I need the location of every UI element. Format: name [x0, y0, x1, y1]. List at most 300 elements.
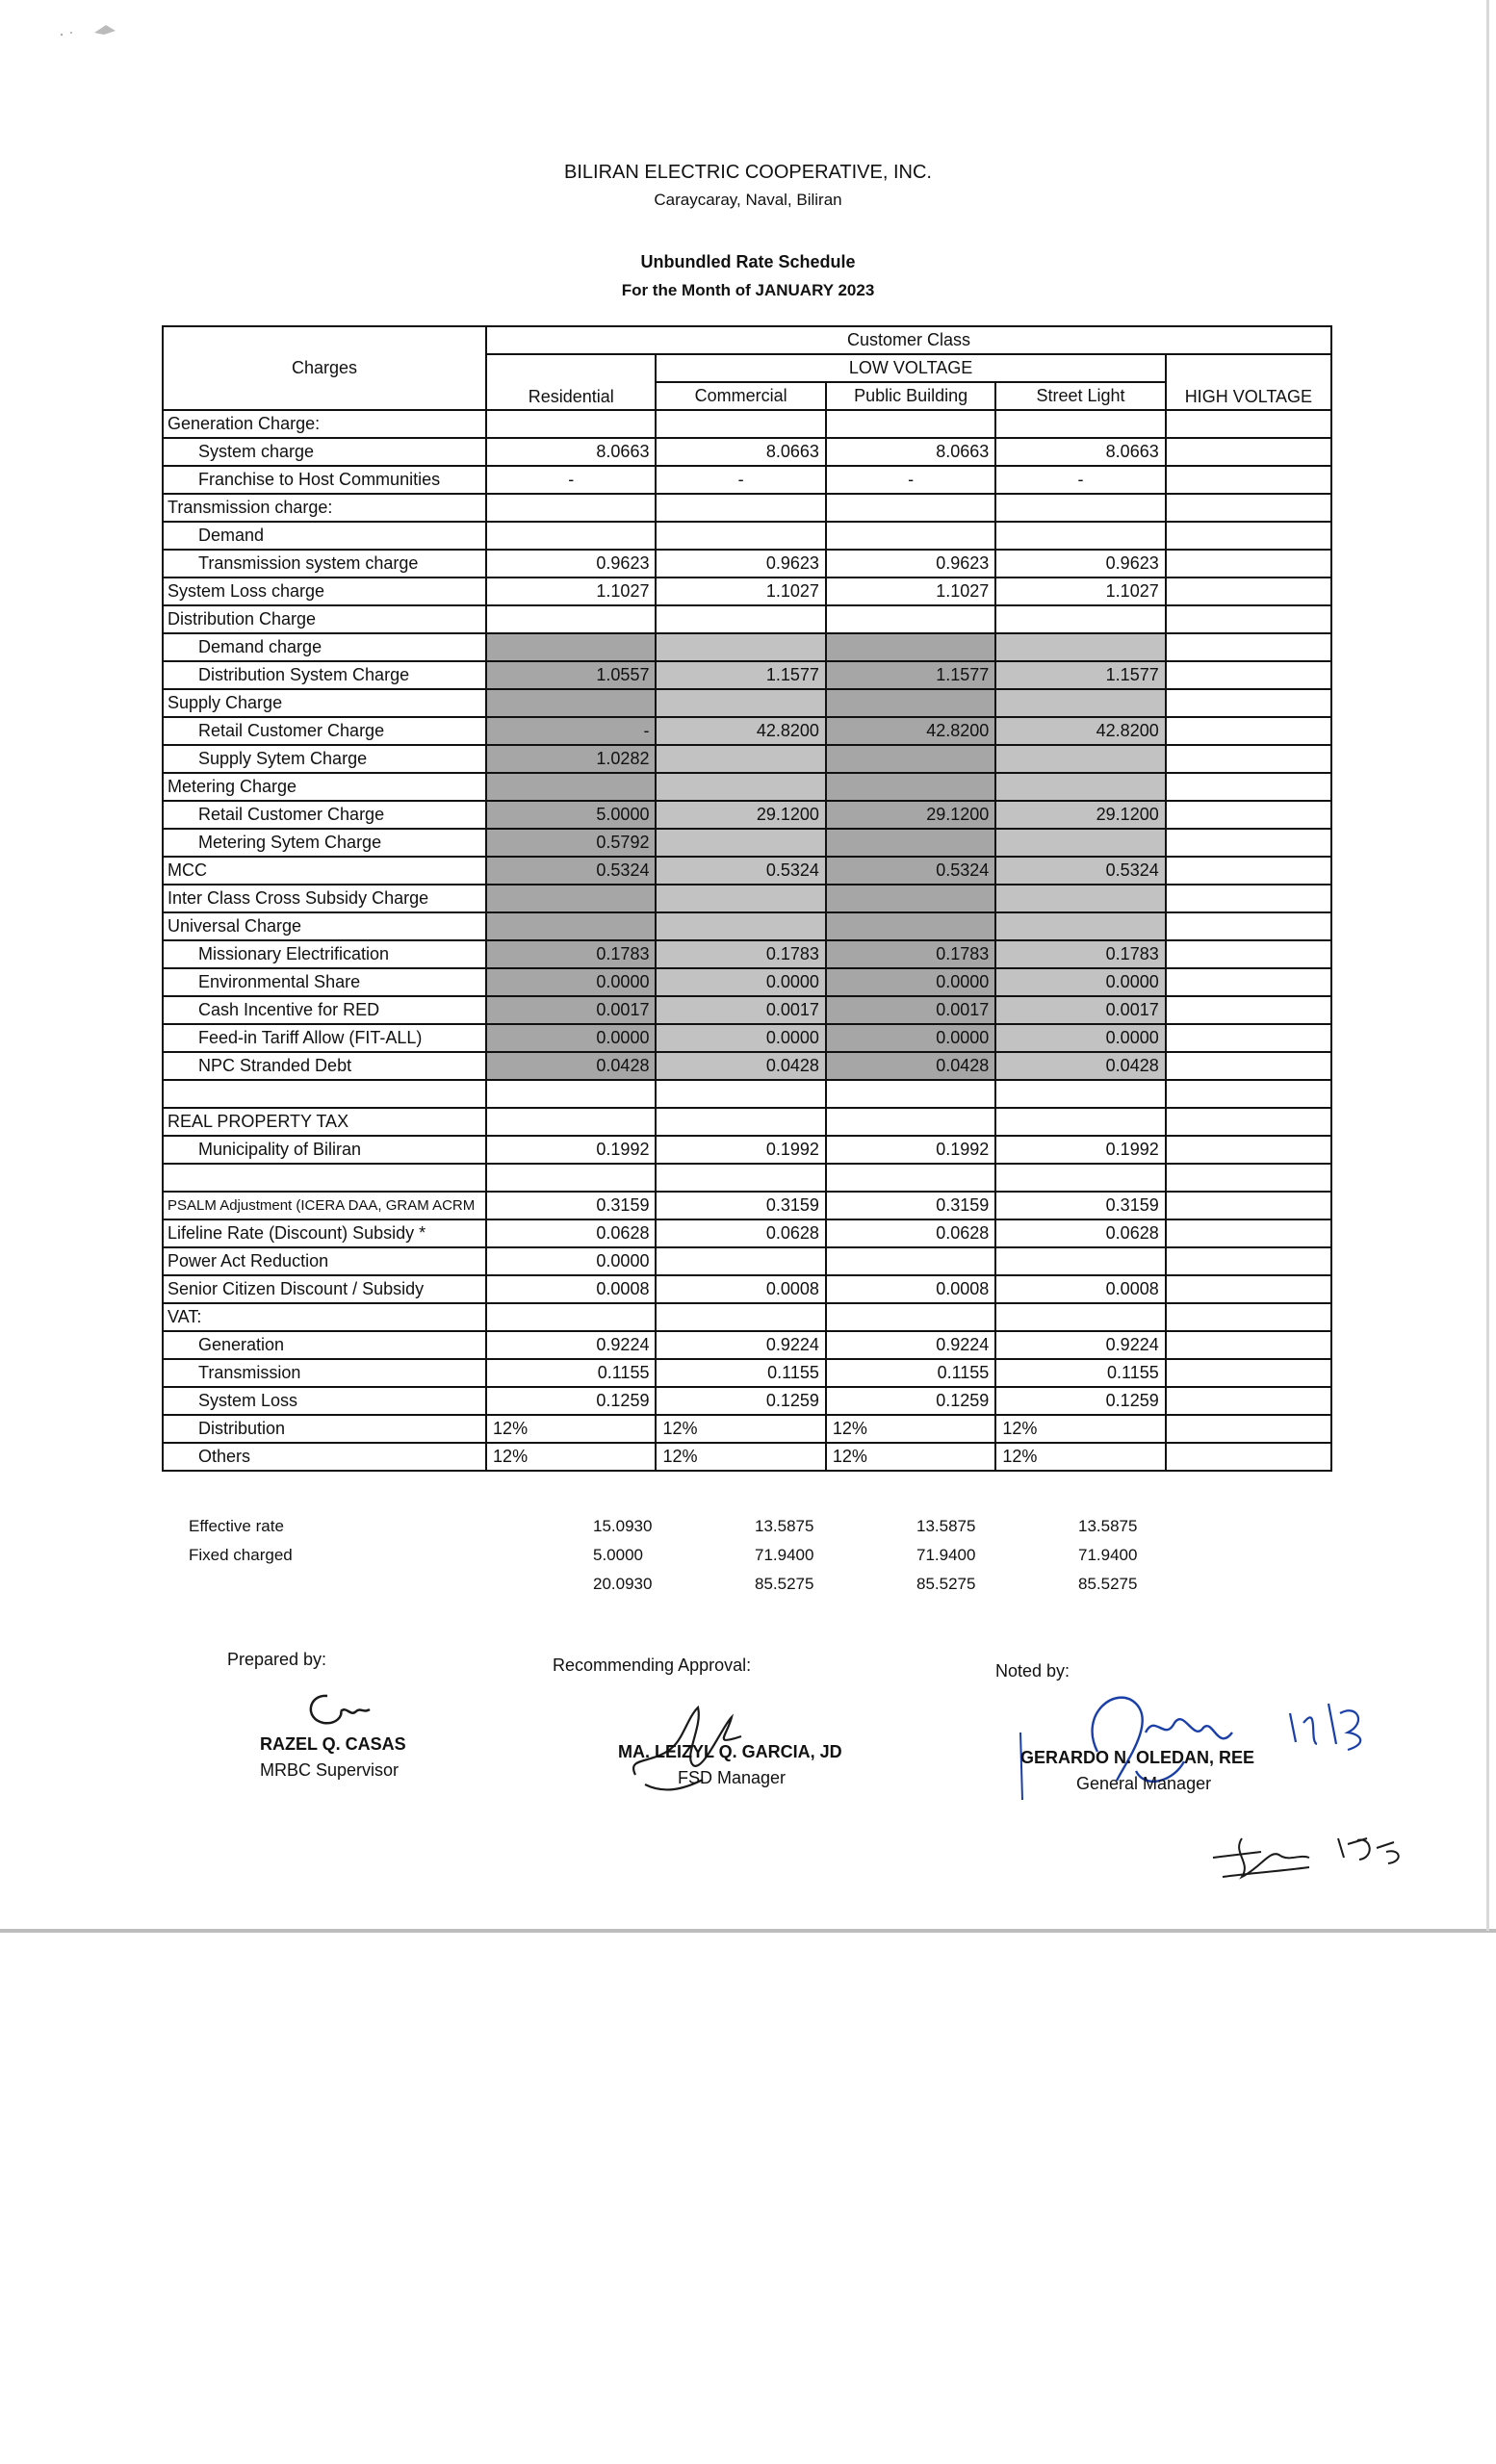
- noted-by-name-block: [1020, 1748, 1254, 1794]
- charge-label: System charge: [163, 438, 486, 466]
- fixed-charged-commercial: 71.9400: [755, 1546, 814, 1564]
- customer-class-header: Customer Class: [486, 326, 1331, 354]
- rate-cell-street-light: [995, 605, 1165, 633]
- col-header-commercial: Commercial: [656, 382, 825, 410]
- rate-cell-commercial: [656, 605, 825, 633]
- rate-cell-public-building: [826, 745, 995, 773]
- rate-cell-public-building: 0.0017: [826, 996, 995, 1024]
- rate-cell-commercial: [656, 912, 825, 940]
- rate-cell-public-building: 29.1200: [826, 801, 995, 829]
- rate-cell-residential: [486, 522, 656, 550]
- company-name: BILIRAN ELECTRIC COOPERATIVE, INC.: [564, 162, 932, 183]
- rate-cell-residential: 0.1783: [486, 940, 656, 968]
- rate-cell-high-voltage: [1166, 1331, 1331, 1359]
- fixed-charged-label: Fixed charged: [189, 1546, 293, 1564]
- rate-cell-high-voltage: [1166, 1080, 1331, 1108]
- rate-cell-public-building: 12%: [826, 1443, 995, 1471]
- low-voltage-header: LOW VOLTAGE: [656, 354, 1165, 382]
- rate-cell-street-light: [995, 689, 1165, 717]
- rate-cell-street-light: 0.1992: [995, 1136, 1165, 1164]
- rate-cell-public-building: 0.1155: [826, 1359, 995, 1387]
- rate-cell-residential: [486, 494, 656, 522]
- rate-cell-street-light: 0.0000: [995, 968, 1165, 996]
- rate-cell-high-voltage: [1166, 522, 1331, 550]
- document-period: For the Month of JANUARY 2023: [621, 281, 875, 299]
- table-row: [163, 578, 1331, 605]
- table-row: [163, 438, 1331, 466]
- rate-cell-street-light: 0.0008: [995, 1275, 1165, 1303]
- rate-cell-high-voltage: [1166, 578, 1331, 605]
- rate-cell-high-voltage: [1166, 1275, 1331, 1303]
- effective-rate-residential: 15.0930: [593, 1517, 653, 1535]
- rate-cell-commercial: 0.1259: [656, 1387, 825, 1415]
- table-row: [163, 1136, 1331, 1164]
- rate-cell-public-building: 12%: [826, 1415, 995, 1443]
- table-row: [163, 1359, 1331, 1387]
- table-row: [163, 1080, 1331, 1108]
- table-row: [163, 1108, 1331, 1136]
- charge-label: Supply Sytem Charge: [163, 745, 486, 773]
- rate-cell-street-light: 0.0017: [995, 996, 1165, 1024]
- table-row: [163, 1415, 1331, 1443]
- rate-cell-high-voltage: [1166, 633, 1331, 661]
- rate-cell-commercial: [656, 829, 825, 857]
- charge-label: PSALM Adjustment (ICERA DAA, GRAM ACRM: [163, 1192, 486, 1219]
- rate-cell-commercial: [656, 689, 825, 717]
- rate-cell-residential: 8.0663: [486, 438, 656, 466]
- fixed-charged-residential: 5.0000: [593, 1546, 643, 1564]
- rate-cell-residential: -: [486, 717, 656, 745]
- rate-cell-street-light: 0.1783: [995, 940, 1165, 968]
- rate-cell-residential: 0.0008: [486, 1275, 656, 1303]
- table-row: [163, 1024, 1331, 1052]
- rate-cell-public-building: [826, 1164, 995, 1192]
- rate-cell-street-light: 0.1155: [995, 1359, 1165, 1387]
- fixed-charged-public-building: 71.9400: [916, 1546, 976, 1564]
- charge-label: Power Act Reduction: [163, 1247, 486, 1275]
- rate-cell-public-building: [826, 829, 995, 857]
- rate-cell-residential: 0.0017: [486, 996, 656, 1024]
- rate-cell-street-light: [995, 1303, 1165, 1331]
- charge-label: Generation Charge:: [163, 410, 486, 438]
- rate-cell-street-light: [995, 885, 1165, 912]
- rate-cell-public-building: 8.0663: [826, 438, 995, 466]
- rate-cell-residential: 1.1027: [486, 578, 656, 605]
- rate-cell-public-building: 0.9224: [826, 1331, 995, 1359]
- rate-cell-public-building: 0.0000: [826, 1024, 995, 1052]
- rate-cell-residential: 0.9224: [486, 1331, 656, 1359]
- charge-label: Transmission: [163, 1359, 486, 1387]
- rate-cell-residential: [486, 1080, 656, 1108]
- prepared-by-name-block: [260, 1734, 406, 1781]
- rate-cell-street-light: [995, 1164, 1165, 1192]
- rate-cell-residential: [486, 605, 656, 633]
- charge-label: Distribution Charge: [163, 605, 486, 633]
- rate-cell-high-voltage: [1166, 745, 1331, 773]
- table-row: [163, 745, 1331, 773]
- charge-label: NPC Stranded Debt: [163, 1052, 486, 1080]
- rate-cell-high-voltage: [1166, 912, 1331, 940]
- rate-cell-public-building: [826, 410, 995, 438]
- rate-cell-commercial: 0.0000: [656, 968, 825, 996]
- rate-table-body: [163, 410, 1331, 1471]
- effective-rate-street-light: 13.5875: [1078, 1517, 1138, 1535]
- rate-cell-street-light: [995, 912, 1165, 940]
- document-title: Unbundled Rate Schedule: [640, 252, 856, 271]
- rate-cell-street-light: [995, 1247, 1165, 1275]
- table-row: [163, 410, 1331, 438]
- rate-cell-public-building: 0.3159: [826, 1192, 995, 1219]
- table-row: [163, 1164, 1331, 1192]
- rate-cell-commercial: 0.1155: [656, 1359, 825, 1387]
- rate-cell-street-light: [995, 773, 1165, 801]
- col-header-street-light: Street Light: [995, 382, 1165, 410]
- charge-label: Lifeline Rate (Discount) Subsidy *: [163, 1219, 486, 1247]
- charges-header: Charges: [163, 326, 486, 410]
- rate-cell-commercial: 0.1783: [656, 940, 825, 968]
- effective-rate-public-building: 13.5875: [916, 1517, 976, 1535]
- table-row: [163, 1275, 1331, 1303]
- rate-cell-high-voltage: [1166, 410, 1331, 438]
- rate-cell-public-building: 0.0428: [826, 1052, 995, 1080]
- rate-cell-commercial: 12%: [656, 1443, 825, 1471]
- rate-cell-commercial: [656, 633, 825, 661]
- rate-cell-public-building: 0.1783: [826, 940, 995, 968]
- total-row: [162, 1575, 1332, 1604]
- rate-cell-commercial: 12%: [656, 1415, 825, 1443]
- rate-cell-commercial: 0.0000: [656, 1024, 825, 1052]
- charge-label: Metering Sytem Charge: [163, 829, 486, 857]
- rate-cell-high-voltage: [1166, 438, 1331, 466]
- prepared-by-name: RAZEL Q. CASAS: [260, 1734, 406, 1754]
- rate-cell-high-voltage: [1166, 801, 1331, 829]
- rate-cell-commercial: 0.1992: [656, 1136, 825, 1164]
- rate-cell-public-building: [826, 605, 995, 633]
- charge-label: [163, 1080, 486, 1108]
- rate-cell-high-voltage: [1166, 1108, 1331, 1136]
- rate-cell-residential: [486, 1303, 656, 1331]
- prepared-by-label: Prepared by:: [227, 1650, 327, 1669]
- rate-cell-public-building: 0.0008: [826, 1275, 995, 1303]
- table-row: [163, 717, 1331, 745]
- charge-label: Demand charge: [163, 633, 486, 661]
- rate-cell-public-building: 0.1992: [826, 1136, 995, 1164]
- rate-cell-high-voltage: [1166, 829, 1331, 857]
- rate-cell-residential: 12%: [486, 1443, 656, 1471]
- rate-cell-residential: 0.1155: [486, 1359, 656, 1387]
- rate-cell-high-voltage: [1166, 1247, 1331, 1275]
- rate-cell-street-light: 1.1577: [995, 661, 1165, 689]
- rate-cell-high-voltage: [1166, 717, 1331, 745]
- rate-cell-high-voltage: [1166, 857, 1331, 885]
- noted-by-label: Noted by:: [995, 1661, 1070, 1681]
- table-row: [163, 661, 1331, 689]
- rate-cell-street-light: [995, 1080, 1165, 1108]
- rate-cell-commercial: [656, 773, 825, 801]
- rate-cell-high-voltage: [1166, 996, 1331, 1024]
- rate-cell-residential: 0.0428: [486, 1052, 656, 1080]
- rate-cell-commercial: 0.0428: [656, 1052, 825, 1080]
- rate-cell-commercial: [656, 745, 825, 773]
- effective-rate-label: Effective rate: [189, 1517, 284, 1535]
- total-residential: 20.0930: [593, 1575, 653, 1593]
- rate-cell-street-light: 0.0000: [995, 1024, 1165, 1052]
- rate-cell-residential: 0.0628: [486, 1219, 656, 1247]
- company-address: Caraycaray, Naval, Biliran: [654, 191, 842, 209]
- rate-cell-street-light: 42.8200: [995, 717, 1165, 745]
- table-row: [163, 1443, 1331, 1471]
- charge-label: Generation: [163, 1331, 486, 1359]
- rate-cell-street-light: 12%: [995, 1415, 1165, 1443]
- rate-cell-commercial: 0.0628: [656, 1219, 825, 1247]
- prepared-by-block: [227, 1650, 326, 1670]
- table-row: [163, 605, 1331, 633]
- table-row: [163, 940, 1331, 968]
- charge-label: Transmission system charge: [163, 550, 486, 578]
- rate-cell-commercial: 0.0017: [656, 996, 825, 1024]
- rate-cell-high-voltage: [1166, 1192, 1331, 1219]
- rate-cell-public-building: 1.1577: [826, 661, 995, 689]
- rate-cell-commercial: [656, 1247, 825, 1275]
- effective-rate-row: [162, 1517, 1332, 1546]
- noted-by-position: General Manager: [1076, 1774, 1212, 1793]
- charge-label: Feed-in Tariff Allow (FIT-ALL): [163, 1024, 486, 1052]
- table-row: [163, 801, 1331, 829]
- rate-cell-high-voltage: [1166, 1387, 1331, 1415]
- rate-cell-public-building: 0.5324: [826, 857, 995, 885]
- rate-cell-public-building: [826, 1303, 995, 1331]
- col-header-public-building: Public Building: [826, 382, 995, 410]
- table-row: [163, 1303, 1331, 1331]
- rate-cell-residential: [486, 773, 656, 801]
- rate-cell-commercial: 29.1200: [656, 801, 825, 829]
- rate-cell-street-light: 0.9623: [995, 550, 1165, 578]
- rate-cell-residential: [486, 633, 656, 661]
- table-row: [163, 996, 1331, 1024]
- charge-label: Universal Charge: [163, 912, 486, 940]
- charge-label: Franchise to Host Communities: [163, 466, 486, 494]
- rate-cell-street-light: 0.3159: [995, 1192, 1165, 1219]
- rate-cell-public-building: 0.9623: [826, 550, 995, 578]
- rate-cell-residential: 0.5792: [486, 829, 656, 857]
- table-row: [163, 689, 1331, 717]
- rate-cell-public-building: 0.0628: [826, 1219, 995, 1247]
- charge-label: Cash Incentive for RED: [163, 996, 486, 1024]
- rate-cell-residential: [486, 1108, 656, 1136]
- rate-cell-residential: [486, 885, 656, 912]
- rate-cell-commercial: 0.9623: [656, 550, 825, 578]
- rate-cell-residential: 0.0000: [486, 1247, 656, 1275]
- rate-cell-high-voltage: [1166, 605, 1331, 633]
- charge-label: Distribution System Charge: [163, 661, 486, 689]
- rate-cell-residential: [486, 689, 656, 717]
- total-public-building: 85.5275: [916, 1575, 976, 1593]
- charge-label: Municipality of Biliran: [163, 1136, 486, 1164]
- rate-cell-commercial: [656, 1303, 825, 1331]
- recommending-approval-name: MA. LEIZYL Q. GARCIA, JD: [618, 1742, 842, 1761]
- rate-cell-public-building: 0.0000: [826, 968, 995, 996]
- rate-cell-street-light: [995, 1108, 1165, 1136]
- charge-label: Distribution: [163, 1415, 486, 1443]
- rate-cell-street-light: 1.1027: [995, 578, 1165, 605]
- charge-label: Demand: [163, 522, 486, 550]
- charge-label: Inter Class Cross Subsidy Charge: [163, 885, 486, 912]
- rate-cell-high-voltage: [1166, 466, 1331, 494]
- table-row: [163, 1052, 1331, 1080]
- recommending-approval-block: [553, 1656, 751, 1676]
- charge-label: System Loss charge: [163, 578, 486, 605]
- rate-cell-residential: 0.0000: [486, 1024, 656, 1052]
- recommending-approval-label: Recommending Approval:: [553, 1656, 752, 1675]
- rate-cell-street-light: 29.1200: [995, 801, 1165, 829]
- rate-cell-commercial: 0.9224: [656, 1331, 825, 1359]
- charge-label: Environmental Share: [163, 968, 486, 996]
- recommending-approval-position: FSD Manager: [678, 1768, 787, 1787]
- table-row: [163, 494, 1331, 522]
- scan-speck-mark: [48, 21, 125, 42]
- rate-cell-commercial: [656, 522, 825, 550]
- charge-label: Supply Charge: [163, 689, 486, 717]
- rate-cell-residential: 1.0282: [486, 745, 656, 773]
- rate-cell-public-building: -: [826, 466, 995, 494]
- rate-cell-high-voltage: [1166, 1164, 1331, 1192]
- rate-cell-street-light: 0.9224: [995, 1331, 1165, 1359]
- rate-cell-residential: 0.5324: [486, 857, 656, 885]
- charge-label: Transmission charge:: [163, 494, 486, 522]
- rate-cell-street-light: [995, 522, 1165, 550]
- rate-cell-street-light: -: [995, 466, 1165, 494]
- prepared-by-signature: [298, 1686, 385, 1734]
- table-row: [163, 829, 1331, 857]
- rate-cell-high-voltage: [1166, 1443, 1331, 1471]
- rate-cell-residential: 0.9623: [486, 550, 656, 578]
- rate-cell-commercial: [656, 410, 825, 438]
- rate-cell-commercial: [656, 1080, 825, 1108]
- rate-cell-public-building: [826, 633, 995, 661]
- rate-cell-street-light: [995, 829, 1165, 857]
- rate-cell-public-building: [826, 885, 995, 912]
- rate-cell-residential: 0.0000: [486, 968, 656, 996]
- totals-block: [162, 1517, 1332, 1604]
- fixed-charged-row: [162, 1546, 1332, 1575]
- charge-label: REAL PROPERTY TAX: [163, 1108, 486, 1136]
- rate-cell-high-voltage: [1166, 1024, 1331, 1052]
- rate-cell-commercial: 1.1577: [656, 661, 825, 689]
- rate-cell-high-voltage: [1166, 661, 1331, 689]
- rate-schedule-table: [162, 325, 1332, 1472]
- table-row: [163, 522, 1331, 550]
- rate-cell-residential: 0.3159: [486, 1192, 656, 1219]
- rate-cell-commercial: 0.3159: [656, 1192, 825, 1219]
- charge-label: MCC: [163, 857, 486, 885]
- rate-cell-residential: [486, 410, 656, 438]
- rate-cell-commercial: -: [656, 466, 825, 494]
- rate-cell-high-voltage: [1166, 885, 1331, 912]
- rate-cell-residential: 5.0000: [486, 801, 656, 829]
- rate-cell-residential: [486, 1164, 656, 1192]
- table-row: [163, 550, 1331, 578]
- rate-cell-high-voltage: [1166, 1219, 1331, 1247]
- rate-cell-street-light: [995, 494, 1165, 522]
- charge-label: System Loss: [163, 1387, 486, 1415]
- rate-cell-public-building: 1.1027: [826, 578, 995, 605]
- rate-cell-high-voltage: [1166, 494, 1331, 522]
- table-row: [163, 912, 1331, 940]
- table-row: [163, 466, 1331, 494]
- rate-cell-commercial: 42.8200: [656, 717, 825, 745]
- rate-cell-public-building: [826, 912, 995, 940]
- table-row: [163, 633, 1331, 661]
- rate-cell-public-building: [826, 1108, 995, 1136]
- rate-cell-street-light: [995, 745, 1165, 773]
- page-edge-bottom: [0, 1929, 1496, 1933]
- rate-cell-commercial: 0.5324: [656, 857, 825, 885]
- rate-cell-high-voltage: [1166, 550, 1331, 578]
- rate-cell-commercial: [656, 885, 825, 912]
- rate-cell-street-light: 0.5324: [995, 857, 1165, 885]
- table-row: [163, 968, 1331, 996]
- rate-cell-commercial: [656, 1108, 825, 1136]
- total-street-light: 85.5275: [1078, 1575, 1138, 1593]
- prepared-by-position: MRBC Supervisor: [260, 1760, 400, 1780]
- charge-label: Missionary Electrification: [163, 940, 486, 968]
- rate-cell-high-voltage: [1166, 968, 1331, 996]
- table-row: [163, 1247, 1331, 1275]
- rate-cell-commercial: [656, 494, 825, 522]
- rate-cell-high-voltage: [1166, 1136, 1331, 1164]
- rate-cell-residential: 1.0557: [486, 661, 656, 689]
- table-row: [163, 1387, 1331, 1415]
- rate-cell-street-light: 12%: [995, 1443, 1165, 1471]
- rate-cell-street-light: 8.0663: [995, 438, 1165, 466]
- rate-cell-public-building: [826, 773, 995, 801]
- rate-cell-high-voltage: [1166, 1415, 1331, 1443]
- rate-cell-street-light: 0.1259: [995, 1387, 1165, 1415]
- rate-cell-commercial: 0.0008: [656, 1275, 825, 1303]
- high-voltage-header: HIGH VOLTAGE: [1166, 354, 1331, 410]
- noted-by-name: GERARDO N. OLEDAN, REE: [1020, 1748, 1255, 1767]
- rate-cell-high-voltage: [1166, 773, 1331, 801]
- rate-cell-commercial: [656, 1164, 825, 1192]
- rate-cell-public-building: [826, 522, 995, 550]
- rate-cell-commercial: 8.0663: [656, 438, 825, 466]
- total-commercial: 85.5275: [755, 1575, 814, 1593]
- rate-cell-residential: 0.1259: [486, 1387, 656, 1415]
- charge-label: Retail Customer Charge: [163, 717, 486, 745]
- charge-label: Others: [163, 1443, 486, 1471]
- rate-cell-street-light: [995, 410, 1165, 438]
- rate-cell-high-voltage: [1166, 689, 1331, 717]
- rate-cell-residential: -: [486, 466, 656, 494]
- charge-label: [163, 1164, 486, 1192]
- effective-rate-commercial: 13.5875: [755, 1517, 814, 1535]
- rate-cell-public-building: [826, 494, 995, 522]
- charge-label: VAT:: [163, 1303, 486, 1331]
- table-row: [163, 857, 1331, 885]
- rate-cell-public-building: [826, 1080, 995, 1108]
- rate-cell-street-light: [995, 633, 1165, 661]
- rate-cell-public-building: [826, 689, 995, 717]
- table-row: [163, 773, 1331, 801]
- col-header-residential: Residential: [486, 354, 656, 410]
- charge-label: Senior Citizen Discount / Subsidy: [163, 1275, 486, 1303]
- rate-cell-residential: [486, 912, 656, 940]
- received-initial-signature: [1203, 1819, 1425, 1886]
- table-row: [163, 885, 1331, 912]
- rate-cell-residential: 0.1992: [486, 1136, 656, 1164]
- rate-cell-residential: 12%: [486, 1415, 656, 1443]
- charge-label: Metering Charge: [163, 773, 486, 801]
